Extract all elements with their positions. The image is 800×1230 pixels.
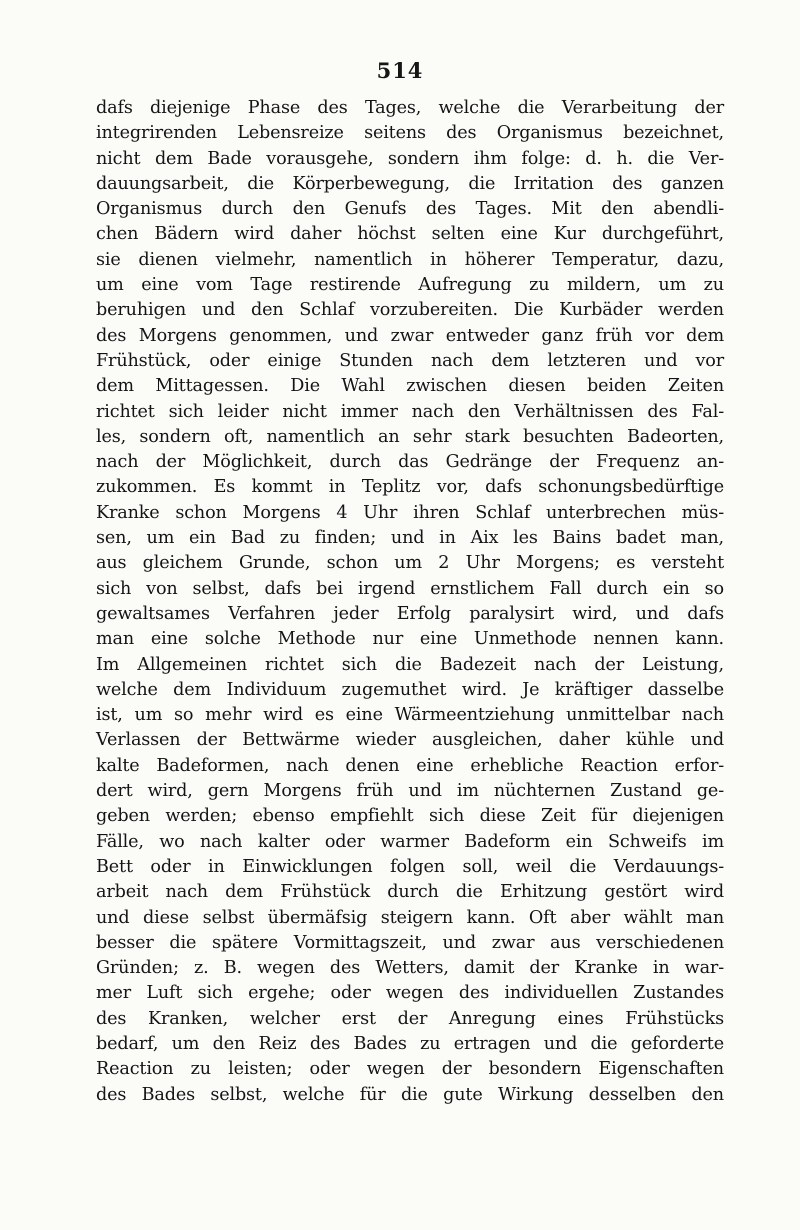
text-line: des Kranken, welcher erst der Anregung eines Frühstücks [96,1008,724,1029]
text-line: zukommen. Es kommt in Teplitz vor, dafs schonungsbedürftige [96,477,724,498]
text-line: nicht dem Bade vorausgehe, sondern ihm folge: d. h. die Ver- [96,148,724,169]
text-line: Reaction zu leisten; oder wegen der besondern Eigenschaften [96,1059,724,1080]
text-line: chen Bädern wird daher höchst selten eine Kur durchgeführt, [96,224,724,245]
text-line: dafs diejenige Phase des Tages, welche die Verarbeitung der [96,98,724,118]
text-line: des Bades selbst, welche für die gute Wirkung desselben den [96,1084,724,1105]
text-line: les, sondern oft, namentlich an sehr stark besuchten Badeorten, [96,426,724,447]
text-line: geben werden; ebenso empfiehlt sich diese Zeit für diejenigen [96,806,724,827]
text-line: integrirenden Lebensreize seitens des Organismus bezeichnet, [96,123,724,144]
text-line: dem Mittagessen. Die Wahl zwischen diesen beiden Zeiten [96,376,724,397]
text-line: sich von selbst, dafs bei irgend ernstlichem Fall durch ein so [96,578,724,599]
text-line: Frühstück, oder einige Stunden nach dem letzteren und vor [96,350,724,371]
text-line: richtet sich leider nicht immer nach den Verhältnissen des Fal- [96,401,724,422]
text-line: dauungsarbeit, die Körperbewegung, die Irritation des ganzen [96,173,724,194]
text-line: Gründen; z. B. wegen des Wetters, damit der Kranke in war- [96,958,724,979]
text-line: arbeit nach dem Frühstück durch die Erhitzung gestört wird [96,882,724,903]
text-line: dert wird, gern Morgens früh und im nüchternen Zustand ge- [96,781,724,802]
text-line: Fälle, wo nach kalter oder warmer Badeform ein Schweifs im [96,831,724,852]
text-line: gewaltsames Verfahren jeder Erfolg paralysirt wird, und dafs [96,603,724,624]
text-line: aus gleichem Grunde, schon um 2 Uhr Morgens; es versteht [96,553,724,574]
text-line: sie dienen vielmehr, namentlich in höherer Temperatur, dazu, [96,249,724,270]
body-text [96,96,724,1108]
text-line: Organismus durch den Genufs des Tages. Mit den abendli- [96,199,724,220]
text-line: und diese selbst übermäfsig steigern kann. Oft aber wählt man [96,907,724,928]
text-line: besser die spätere Vormittagszeit, und zwar aus verschiedenen [96,932,724,953]
text-line: ist, um so mehr wird es eine Wärmeentziehung unmittelbar nach [96,705,724,726]
text-line: kalte Badeformen, nach denen eine erhebliche Reaction erfor- [96,755,724,776]
text-line: beruhigen und den Schlaf vorzubereiten. Die Kurbäder werden [96,300,724,321]
text-line: sen, um ein Bad zu finden; und in Aix les Bains badet man, [96,528,724,549]
text-line: Im Allgemeinen richtet sich die Badezeit nach der Leistung, [96,654,724,675]
text-line: welche dem Individuum zugemuthet wird. Je kräftiger dasselbe [96,679,724,700]
text-line: bedarf, um den Reiz des Bades zu ertragen und die geforderte [96,1033,724,1054]
text-line: Verlassen der Bettwärme wieder ausgleichen, daher kühle und [96,730,724,751]
text-line: Bett oder in Einwicklungen folgen soll, weil die Verdauungs- [96,856,724,877]
text-line: um eine vom Tage restirende Aufregung zu mildern, um zu [96,275,724,296]
text-line: des Morgens genommen, und zwar entweder ganz früh vor dem [96,325,724,346]
text-line: man eine solche Methode nur eine Unmethode nennen kann. [96,629,724,650]
text-line: mer Luft sich ergehe; oder wegen des individuellen Zustandes [96,983,724,1004]
page-number: 514 [376,58,424,83]
text-line: Kranke schon Morgens 4 Uhr ihren Schlaf unterbrechen müs- [96,502,724,523]
text-line: nach der Möglichkeit, durch das Gedränge der Frequenz an- [96,452,724,473]
